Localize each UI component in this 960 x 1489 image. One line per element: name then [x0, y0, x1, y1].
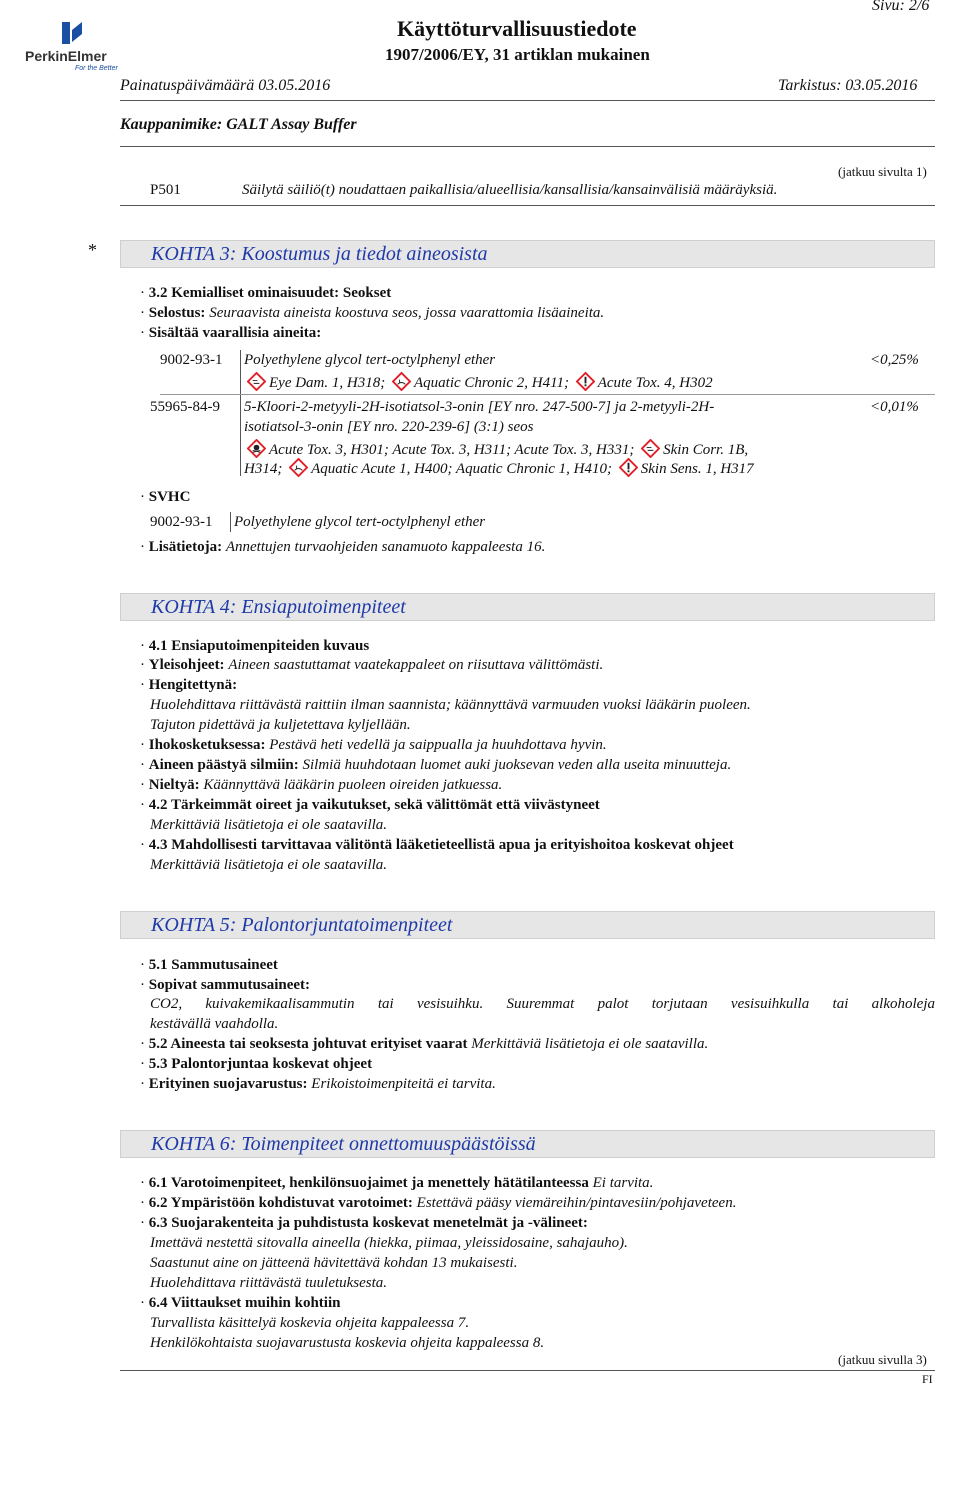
s51-label: 5.1 Sammutusaineet [148, 957, 278, 973]
ghs-corrosion-icon [641, 439, 660, 458]
substance-2-hazard-3: H314; [244, 461, 283, 477]
s32-heading: · 3.2 Kemialliset ominaisuudet: Seokset [140, 285, 392, 301]
ghs-skull-icon [247, 439, 266, 458]
document-subtitle: 1907/2006/EY, 31 artiklan mukainen [385, 45, 650, 64]
suitable-label: Sopivat sammutusaineet: [148, 977, 311, 993]
section-4-bar [120, 593, 935, 621]
substance-1-hazard-3: Acute Tox. 4, H302 [597, 375, 713, 391]
s52-text: Merkittäviä lisätietoja ei ole saatavilla. [471, 1036, 709, 1052]
substance-2-hazards-line-2 [244, 458, 754, 479]
equipment-text: Erikoistoimenpiteitä ei tarvita. [311, 1076, 496, 1092]
s62-text: Estettävä pääsy viemäreihin/pintavesiin/pohjaveteen. [416, 1195, 737, 1211]
description-label: Selostus: [148, 305, 206, 321]
suitable-heading: · Sopivat sammutusaineet: [140, 977, 311, 993]
print-date: Painatuspäivämäärä 03.05.2016 [120, 77, 331, 94]
suitable-text-2: kestävällä vaahdolla. [150, 1016, 279, 1032]
substance-1-name: Polyethylene glycol tert-octylphenyl ether [244, 352, 496, 368]
s43-text: Merkittäviä lisätietoja ei ole saatavilla. [150, 857, 388, 873]
ghs-corrosion-icon [247, 372, 266, 391]
section-5-bar [120, 911, 935, 939]
s53-label: 5.3 Palontorjuntaa koskevat ohjeet [148, 1056, 373, 1072]
substance-2-hazard-1: Acute Tox. 3, H301; Acute Tox. 3, H311; Acute Tox. 3, H331; [269, 442, 635, 458]
description-text: Seuraavista aineista koostuva seos, jossa vaarattomia lisäaineita. [209, 305, 605, 321]
general-text: Aineen saastuttamat vaatekappaleet on riisuttava välittömästi. [228, 657, 604, 673]
svhc-label: SVHC [148, 489, 191, 505]
page-number: Sivu: 2/6 [872, 0, 930, 14]
logo [25, 20, 135, 72]
substance-2-name-2: isotiatsol-3-onin [EY nro. 220-239-6] (3:1) seos [244, 419, 534, 435]
ghs-exclamation-icon [619, 458, 638, 477]
substance-2-conc: <0,01% [870, 399, 919, 415]
swallow-label: Nieltyä: [148, 777, 200, 793]
s61-line: · 6.1 Varotoimenpiteet, henkilönsuojaimet ja menettely hätätilanteessa Ei tarvita. [140, 1175, 654, 1191]
section-6-bar [120, 1130, 935, 1158]
section-4-title: KOHTA 4: Ensiaputoimenpiteet [151, 596, 406, 618]
substance-1-hazard-1: Eye Dam. 1, H318; [269, 375, 386, 391]
s41-heading: · 4.1 Ensiaputoimenpiteiden kuvaus [140, 638, 370, 654]
s62-line: · 6.2 Ympäristöön kohdistuvat varotoimet: Estettävä pääsy viemäreihin/pintavesiin/pohjaveteen. [140, 1195, 737, 1211]
s53-heading: · 5.3 Palontorjuntaa koskevat ohjeet [140, 1056, 373, 1072]
suitable-text-1: CO2, kuivakemikaalisammutin tai vesisuihku. Suuremmat palot torjutaan vesisuihkulla tai alkoholeja [150, 996, 935, 1012]
continued-from: (jatkuu sivulta 1) [838, 164, 927, 179]
p501-text: Säilytä säiliö(t) noudattaen paikallisia/alueellisia/kansallisia/kansainvälisiä määräyksiä. [242, 182, 778, 198]
substance-2-hazard-5: Skin Sens. 1, H317 [640, 461, 754, 477]
s64-label: 6.4 Viittaukset muihin kohtiin [148, 1295, 341, 1311]
ghs-environment-icon [289, 458, 308, 477]
eye-line: · Aineen päästyä silmiin: Silmiä huuhdotaan luomet auki juoksevan veden alla useita minuutteja. [140, 757, 732, 773]
extra-text: Annettujen turvaohjeiden sanamuoto kappaleesta 16. [225, 539, 546, 555]
svhc-name: Polyethylene glycol tert-octylphenyl ether [234, 514, 486, 530]
s43-heading: · 4.3 Mahdollisesti tarvittavaa välitöntä lääketieteellistä apua ja erityishoitoa koskevat ohjeet [140, 837, 734, 853]
s42-heading: · 4.2 Tärkeimmät oireet ja vaikutukset, sekä välittömät että viivästyneet [140, 797, 600, 813]
s64-text-2: Henkilökohtaista suojavarustusta koskevia ohjeita kappaleessa 8. [150, 1335, 545, 1351]
logo-text: PerkinElmer [25, 48, 107, 64]
footer-divider [120, 1370, 935, 1371]
s52-line: · 5.2 Aineesta tai seoksesta johtuvat erityiset vaarat Merkittäviä lisätietoja ei ole saatavilla. [140, 1036, 709, 1052]
general-line: · Yleisohjeet: Aineen saastuttamat vaatekappaleet on riisuttava välittömästi. [140, 657, 604, 673]
section-6-title: KOHTA 6: Toimenpiteet onnettomuuspäästöissä [151, 1133, 536, 1155]
s64-heading: · 6.4 Viittaukset muihin kohtiin [140, 1295, 341, 1311]
svhc-heading: · SVHC [140, 489, 191, 505]
inhalation-label: Hengitettynä: [148, 677, 238, 693]
hazardous-heading: · Sisältää vaarallisia aineita: [140, 325, 322, 341]
header-divider [120, 100, 935, 101]
table-row-divider [160, 394, 935, 395]
eye-label: Aineen päästyä silmiin: [148, 757, 299, 773]
continues-on: (jatkuu sivulla 3) [838, 1352, 927, 1367]
svhc-divider [230, 512, 231, 532]
s63-text-2: Saastunut aine on jätteenä hävitettävä kohdan 13 mukaisesti. [150, 1255, 518, 1271]
svhc-cas: 9002-93-1 [150, 514, 213, 530]
extra-label: Lisätietoja: [148, 539, 223, 555]
trade-divider [120, 146, 935, 147]
swallow-text: Käännyttävä lääkärin puoleen oireiden jatkuessa. [203, 777, 503, 793]
equipment-label: Erityinen suojavarustus: [148, 1076, 308, 1092]
inhalation-text-1: Huolehdittava riittävästä raittiin ilman saannista; käännyttävä varmuuden vuoksi lääkärin puoleen. [150, 697, 751, 713]
s43-label: 4.3 Mahdollisesti tarvittavaa välitöntä lääketieteellistä apua ja erityishoitoa koskevat ohjeet [148, 837, 734, 853]
s41-label: 4.1 Ensiaputoimenpiteiden kuvaus [148, 638, 370, 654]
substance-2-hazard-4: Aquatic Acute 1, H400; Aquatic Chronic 1, H410; [311, 461, 613, 477]
s62-label: 6.2 Ympäristöön kohdistuvat varotoimet: [148, 1195, 413, 1211]
ghs-environment-icon [392, 372, 411, 391]
substance-2-hazard-2: Skin Corr. 1B, [663, 442, 749, 458]
inhalation-text-2: Tajuton pidettävä ja kuljetettava kyljellään. [150, 717, 411, 733]
skin-line: · Ihokosketuksessa: Pestävä heti vedellä ja saippualla ja huuhdottava hyvin. [140, 737, 607, 753]
s63-heading: · 6.3 Suojarakenteita ja puhdistusta koskevat menetelmät ja -välineet: [140, 1215, 588, 1231]
revision-date: Tarkistus: 03.05.2016 [778, 77, 918, 94]
language-code: FI [922, 1372, 933, 1386]
s63-label: 6.3 Suojarakenteita ja puhdistusta koskevat menetelmät ja -välineet: [148, 1215, 588, 1231]
s42-label: 4.2 Tärkeimmät oireet ja vaikutukset, sekä välittömät että viivästyneet [148, 797, 600, 813]
substance-1-hazards [244, 372, 713, 393]
description-line: · Selostus: Seuraavista aineista koostuva seos, jossa vaarattomia lisäaineita. [140, 305, 605, 321]
revision-marker: * [88, 240, 97, 260]
substance-2-cas: 55965-84-9 [150, 399, 220, 415]
substance-1-hazard-2: Aquatic Chronic 2, H411; [413, 375, 569, 391]
s51-heading: · 5.1 Sammutusaineet [140, 957, 278, 973]
ghs-exclamation-icon [576, 372, 595, 391]
s64-text-1: Turvallista käsittelyä koskevia ohjeita kappaleessa 7. [150, 1315, 470, 1331]
section-3-bar [120, 240, 935, 268]
s42-text: Merkittäviä lisätietoja ei ole saatavilla. [150, 817, 388, 833]
equipment-line: · Erityinen suojavarustus: Erikoistoimenpiteitä ei tarvita. [140, 1076, 496, 1092]
section-3-title: KOHTA 3: Koostumus ja tiedot aineosista [151, 243, 488, 265]
general-label: Yleisohjeet: [148, 657, 225, 673]
hazardous-label: Sisältää vaarallisia aineita: [148, 325, 322, 341]
p501-code: P501 [150, 182, 181, 198]
s32-label: 3.2 Kemialliset ominaisuudet: Seokset [148, 285, 392, 301]
table-column-divider [240, 350, 241, 476]
p501-divider [120, 205, 935, 206]
section-5-title: KOHTA 5: Palontorjuntatoimenpiteet [151, 914, 453, 936]
s61-label: 6.1 Varotoimenpiteet, henkilönsuojaimet ja menettely hätätilanteessa [148, 1175, 589, 1191]
perkinelmer-logo-icon [60, 20, 84, 46]
eye-text: Silmiä huuhdotaan luomet auki juoksevan veden alla useita minuutteja. [302, 757, 732, 773]
s63-text-3: Huolehdittava riittävästä tuuletuksesta. [150, 1275, 388, 1291]
substance-1-cas: 9002-93-1 [160, 352, 223, 368]
extra-info: · Lisätietoja: Annettujen turvaohjeiden sanamuoto kappaleesta 16. [140, 539, 546, 555]
inhalation-heading: · Hengitettynä: [140, 677, 238, 693]
substance-2-name-1: 5-Kloori-2-metyyli-2H-isotiatsol-3-onin [EY nro. 247-500-7] ja 2-metyyli-2H- [244, 399, 715, 415]
logo-tagline: For the Better [75, 65, 118, 72]
substance-2-hazards-line-1 [244, 439, 748, 460]
skin-text: Pestävä heti vedellä ja saippualla ja huuhdottava hyvin. [269, 737, 607, 753]
substance-1-conc: <0,25% [870, 352, 919, 368]
skin-label: Ihokosketuksessa: [148, 737, 266, 753]
document-title: Käyttöturvallisuustiedote [397, 16, 637, 41]
s52-label: 5.2 Aineesta tai seoksesta johtuvat erityiset vaarat [148, 1036, 468, 1052]
s61-text: Ei tarvita. [592, 1175, 654, 1191]
trade-name: Kauppanimike: GALT Assay Buffer [120, 116, 357, 133]
s63-text-1: Imettävä nestettä sitovalla aineella (hiekka, piimaa, yleissidosaine, sahajauho). [150, 1235, 628, 1251]
swallow-line: · Nieltyä: Käännyttävä lääkärin puoleen oireiden jatkuessa. [140, 777, 503, 793]
